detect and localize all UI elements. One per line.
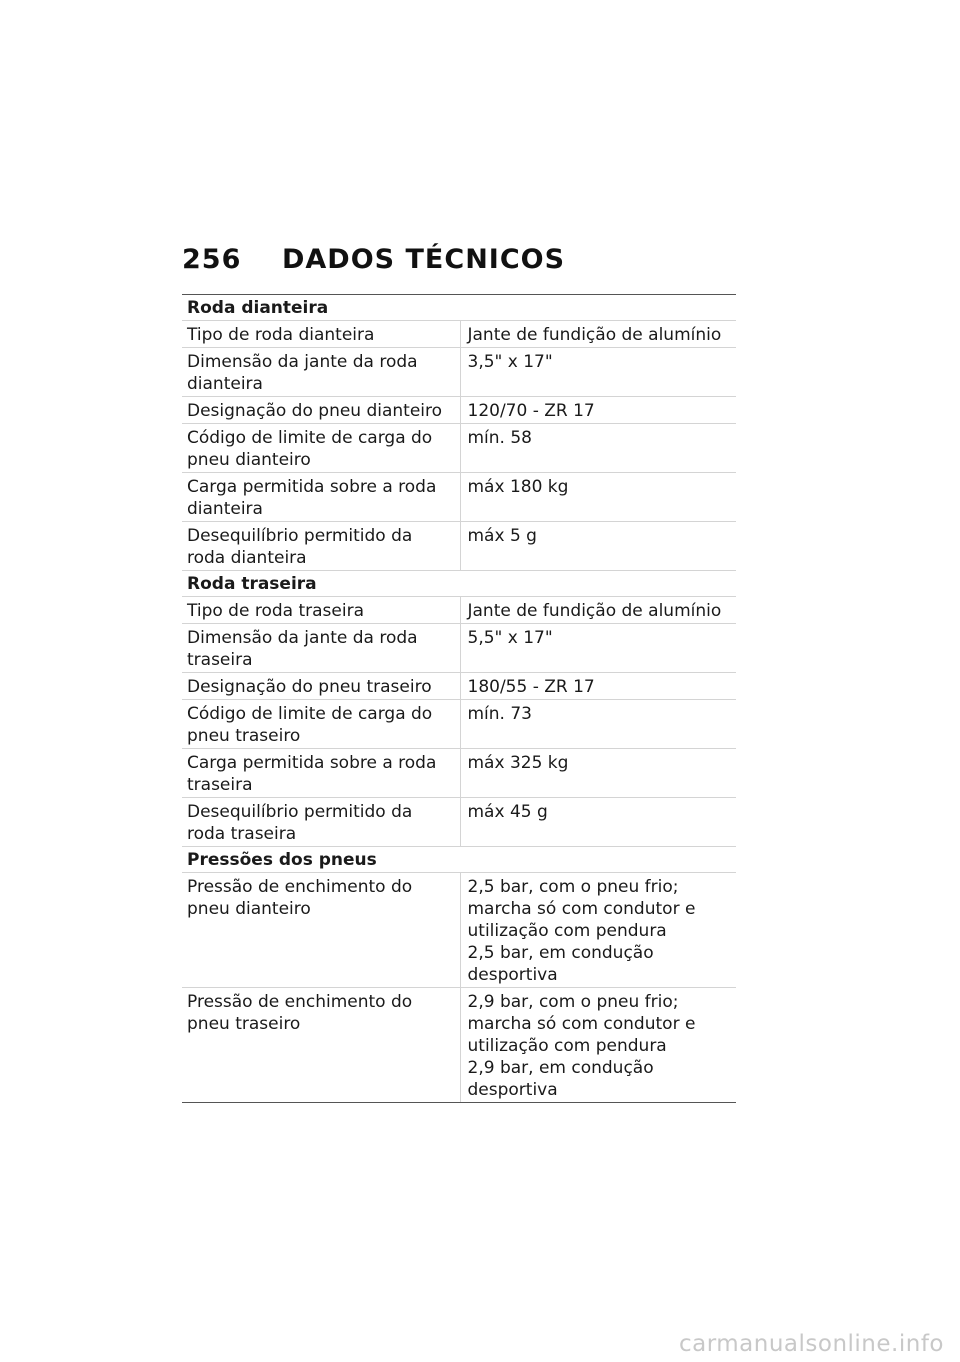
row-value-line: máx 325 kg — [467, 753, 569, 773]
table-row — [182, 749, 736, 798]
table-row — [182, 798, 736, 847]
row-label: Desequilíbrio permitido da roda dianteira — [182, 522, 460, 571]
row-value — [460, 624, 736, 673]
page-title: DADOS TÉCNICOS — [282, 244, 566, 275]
table-row — [182, 522, 736, 571]
row-value — [460, 424, 736, 473]
row-label: Dimensão da jante da roda dianteira — [182, 348, 460, 397]
row-value-line: mín. 58 — [467, 428, 532, 448]
row-value-line: 180/55 - ZR 17 — [467, 677, 595, 697]
row-value-line: máx 180 kg — [467, 477, 569, 497]
table-row — [182, 873, 736, 988]
table-row — [182, 424, 736, 473]
row-value — [460, 873, 736, 988]
section-title: Pressões dos pneus — [182, 847, 736, 873]
row-value-line: Jante de fundição de alumínio — [467, 325, 722, 345]
row-label: Pressão de enchimento do pneu traseiro — [182, 988, 460, 1103]
row-label: Tipo de roda traseira — [182, 597, 460, 624]
row-label: Designação do pneu dianteiro — [182, 397, 460, 424]
page-header — [182, 244, 565, 275]
row-label: Dimensão da jante da roda traseira — [182, 624, 460, 673]
page-number: 256 — [182, 244, 242, 275]
table-row — [182, 473, 736, 522]
row-label: Código de limite de carga do pneu traseiro — [182, 700, 460, 749]
table-row — [182, 348, 736, 397]
section-title: Roda traseira — [182, 571, 736, 597]
table-row — [182, 397, 736, 424]
row-value-line: 3,5" x 17" — [467, 352, 553, 372]
row-value — [460, 597, 736, 624]
section-header-row — [182, 847, 736, 873]
table-row — [182, 597, 736, 624]
row-label: Pressão de enchimento do pneu dianteiro — [182, 873, 460, 988]
row-label: Código de limite de carga do pneu dianteiro — [182, 424, 460, 473]
row-value-line: mín. 73 — [467, 704, 532, 724]
row-value — [460, 673, 736, 700]
row-label: Designação do pneu traseiro — [182, 673, 460, 700]
watermark: carmanualsonline.info — [678, 1331, 944, 1357]
row-value-line: 2,5 bar, com o pneu frio; marcha só com condutor e utilização com pendura — [467, 877, 696, 941]
spec-table — [182, 294, 736, 1103]
row-value — [460, 473, 736, 522]
row-value-line: máx 45 g — [467, 802, 548, 822]
row-value — [460, 522, 736, 571]
row-value-line: 2,5 bar, em condução desportiva — [467, 943, 654, 985]
table-row — [182, 700, 736, 749]
table-row — [182, 624, 736, 673]
row-value-line: 2,9 bar, em condução desportiva — [467, 1058, 654, 1100]
row-label: Tipo de roda dianteira — [182, 321, 460, 348]
row-value — [460, 798, 736, 847]
table-row — [182, 321, 736, 348]
section-title: Roda dianteira — [182, 295, 736, 321]
row-label: Carga permitida sobre a roda dianteira — [182, 473, 460, 522]
row-value — [460, 321, 736, 348]
row-value — [460, 348, 736, 397]
row-value — [460, 700, 736, 749]
row-label: Carga permitida sobre a roda traseira — [182, 749, 460, 798]
row-value — [460, 749, 736, 798]
section-header-row — [182, 571, 736, 597]
row-value-line: 5,5" x 17" — [467, 628, 553, 648]
table-row — [182, 673, 736, 700]
row-value — [460, 397, 736, 424]
row-value-line: 2,9 bar, com o pneu frio; marcha só com condutor e utilização com pendura — [467, 992, 696, 1056]
row-value-line: máx 5 g — [467, 526, 537, 546]
section-header-row — [182, 295, 736, 321]
spec-table-body — [182, 295, 736, 1103]
row-value-line: 120/70 - ZR 17 — [467, 401, 595, 421]
row-value-line: Jante de fundição de alumínio — [467, 601, 722, 621]
table-row — [182, 988, 736, 1103]
row-label: Desequilíbrio permitido da roda traseira — [182, 798, 460, 847]
row-value — [460, 988, 736, 1103]
